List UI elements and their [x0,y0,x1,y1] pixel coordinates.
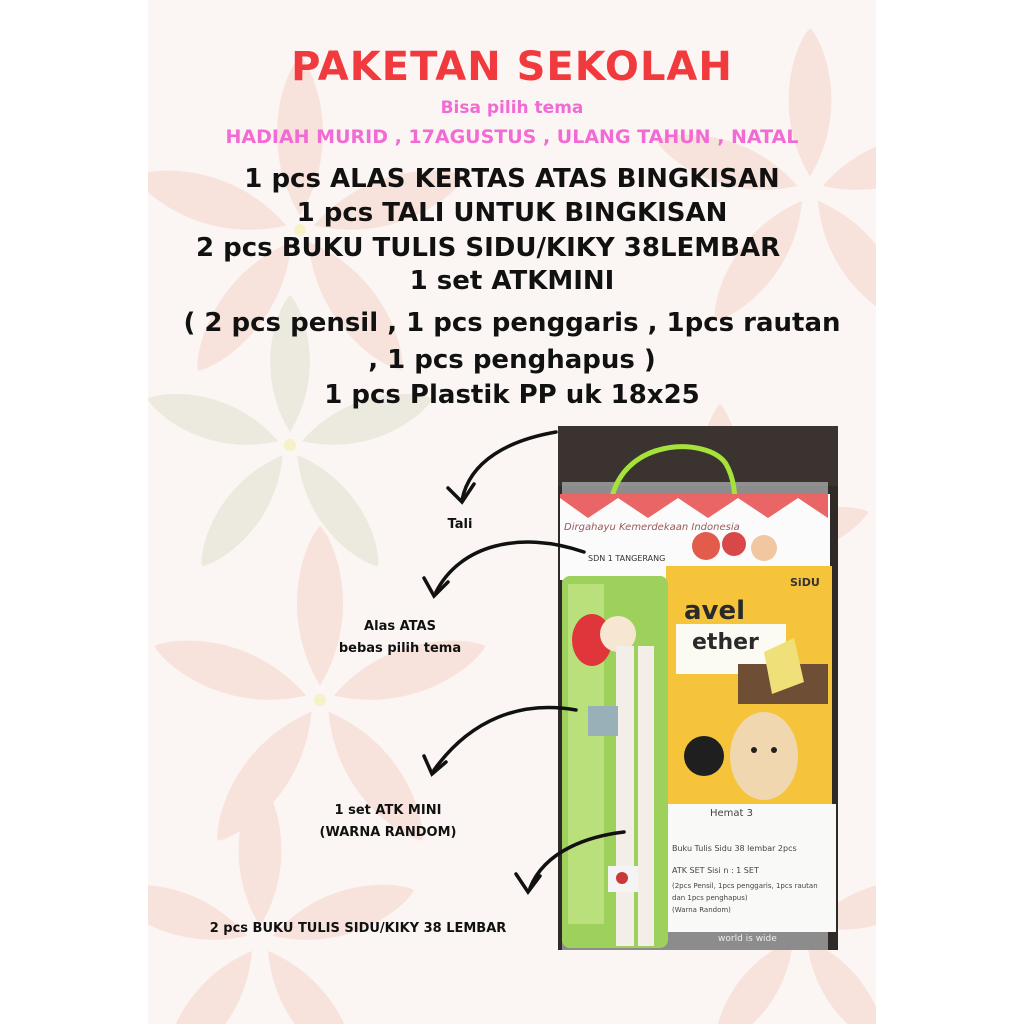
label-atk-line-1: 1 set ATK MINI [334,803,442,818]
book-cover-text-1: avel [684,596,746,626]
note-line-5: (Warna Random) [672,906,731,914]
item-atk-details: ( 2 pcs pensil , 1 pcs penggaris , 1pcs rautan [183,308,841,338]
note-heading: Hemat 3 [710,808,754,819]
label-tali: Tali [447,517,473,532]
footer-text: world is wide [718,934,777,944]
arrow-alas [436,542,584,592]
label-alas-line-2: bebas pilih tema [338,641,462,656]
theme-options: HADIAH MURID , 17AGUSTUS , ULANG TAHUN , NATAL [225,126,799,148]
school-text: SDN 1 TANGERANG [588,554,666,563]
banner-text: Dirgahayu Kemerdekaan Indonesia [564,522,740,533]
arrow-buku [530,832,624,888]
label-alas-line-1: Alas ATAS [364,619,436,634]
item-atk-mini: 1 set ATKMINI [409,266,615,296]
label-buku: 2 pcs BUKU TULIS SIDU/KIKY 38 LEMBAR [209,921,507,936]
note-line-3: (2pcs Pensil, 1pcs penggaris, 1pcs rautan [672,882,818,890]
note-line-4: dan 1pcs penghapus) [672,894,748,902]
item-atk-details-cont: , 1 pcs penghapus ) [368,345,656,375]
item-plastik: 1 pcs Plastik PP uk 18x25 [324,380,700,410]
book-cover-text-2: ether [692,630,759,655]
item-tali: 1 pcs TALI UNTUK BINGKISAN [296,198,728,228]
arrow-tali [462,432,556,500]
flyer-title: PAKETAN SEKOLAH [291,44,733,90]
flyer-subtitle: Bisa pilih tema [440,98,584,118]
item-alas-kertas: 1 pcs ALAS KERTAS ATAS BINGKISAN [244,164,780,194]
arrow-atk [434,708,576,771]
label-atk-line-2: (WARNA RANDOM) [319,825,457,840]
item-buku-tulis: 2 pcs BUKU TULIS SIDU/KIKY 38LEMBAR [196,233,781,263]
book-brand: SiDU [790,576,820,589]
note-line-1: Buku Tulis Sidu 38 lembar 2pcs [672,844,797,853]
note-line-2: ATK SET Sisi n : 1 SET [672,866,759,875]
